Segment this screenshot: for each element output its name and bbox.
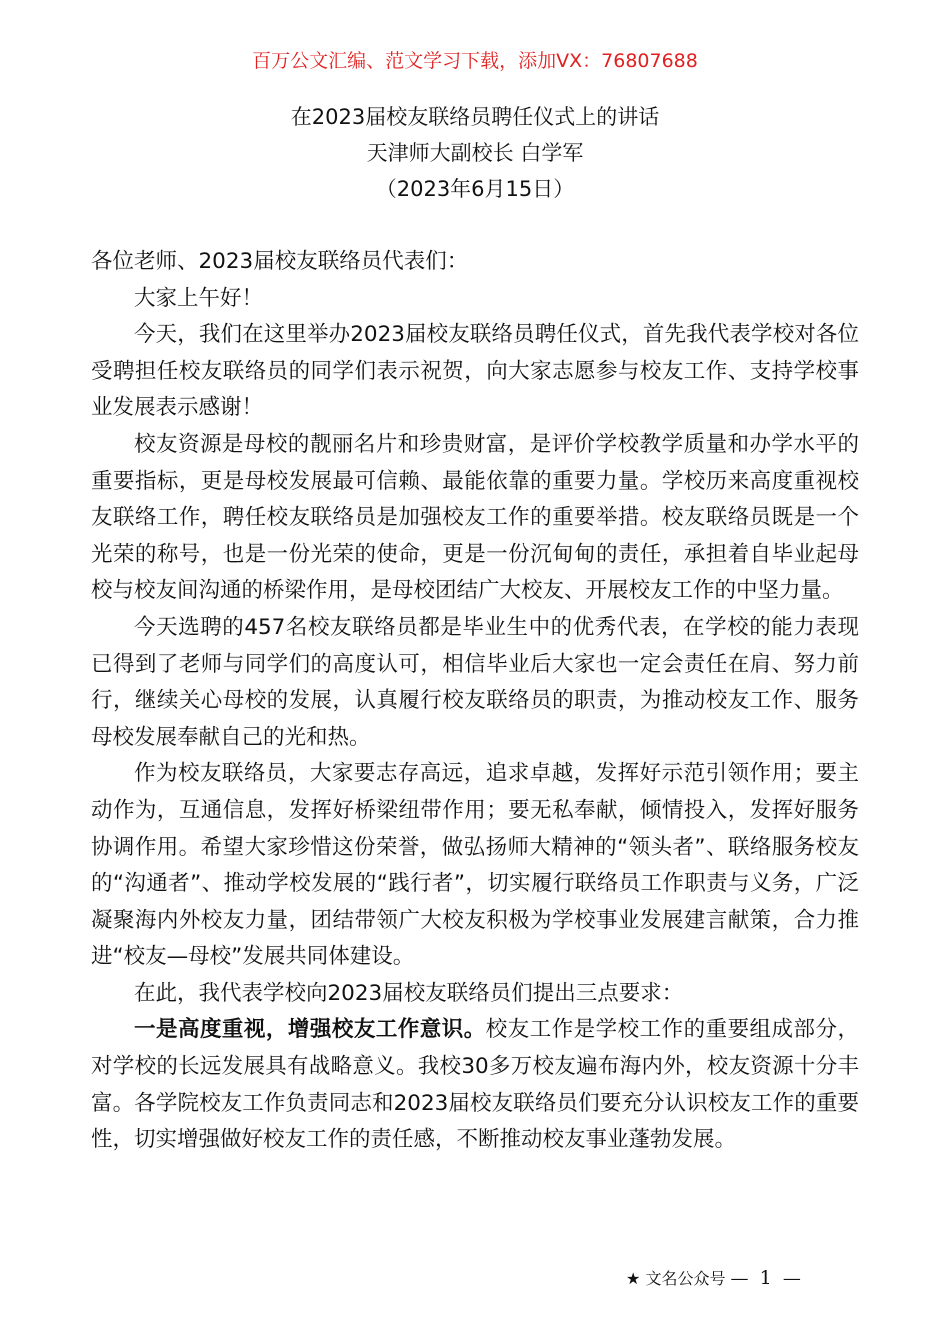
footer-dash-right: — [782,1268,801,1289]
star-icon: ★ [626,1269,641,1288]
paragraph-3: 今天选聘的457名校友联络员都是毕业生中的优秀代表，在学校的能力表现已得到了老师与同学们的高度认可，相信毕业后大家也一定会责任在肩、努力前行，继续关心母校的发展，认真履行校友联络员的职责，为推动校友工作、服务母校发展奉献自己的光和热。 [91,614,859,750]
salutation: 各位老师、2023届校友联络员代表们： [91,249,469,274]
speech-title: 在2023届校友联络员聘任仪式上的讲话 [290,105,660,129]
greeting: 大家上午好！ [134,285,264,311]
paragraph-5: 在此，我代表学校向2023届校友联络员们提出三点要求： [134,980,684,1006]
paragraph-1: 今天，我们在这里举办2023届校友联络员聘任仪式，首先我代表学校对各位受聘担任校友联络员的同学们表示祝贺，向大家志愿参与校友工作、支持学校事业发展表示感谢！ [91,322,859,421]
page-number: 1 [759,1267,772,1289]
requirement-text: 校友工作是学校工作的重要组成部分，对学校的长远发展具有战略意义。我校30多万校友遍布海内外，校友资源十分丰富。各学院校友工作负责同志和2023届校友联络员们要充分认识校友工作的重要性，切实增强做好校友工作的责任感，不断推动校友事业蓬勃发展。 [91,1017,859,1153]
promo-banner: 百万公文汇编、范文学习下载，添加VX：76807688 [252,50,698,72]
footer-dash-left: — [730,1268,749,1289]
paragraph-2: 校友资源是母校的靓丽名片和珍贵财富，是评价学校教学质量和办学水平的重要指标，更是母校发展最可信赖、最能依靠的重要力量。学校历来高度重视校友联络工作，聘任校友联络员是加强校友工作的重要举措。校友联络员既是一个光荣的称号，也是一份光荣的使命，更是一份沉甸甸的责任，承担着自毕业起母校与校友间沟通的桥梁作用，是母校团结广大校友、开展校友工作的中坚力量。 [91,431,859,604]
page-footer [626,1266,801,1289]
requirement-heading: 一是高度重视，增强校友工作意识。 [134,1017,486,1043]
paragraph-4: 作为校友联络员，大家要志存高远，追求卓越，发挥好示范引领作用；要主动作为，互通信息，发挥好桥梁纽带作用；要无私奉献，倾情投入，发挥好服务协调作用。希望大家珍惜这份荣誉，做弘扬师大精神的“领头者”、联络服务校友的“沟通者”、推动学校发展的“践行者”，切实履行联络员工作职责与义务，广泛凝聚海内外校友力量，团结带领广大校友积极为学校事业发展建言献策，合力推进“校友—母校”发展共同体建设。 [91,761,859,970]
speaker-line: 天津师大副校长 白学军 [366,141,584,165]
speech-date: （2023年6月15日） [375,177,575,201]
speech-body [91,244,859,1159]
paragraph-6 [91,1012,859,1158]
footer-source: 文名公众号 [645,1269,726,1288]
